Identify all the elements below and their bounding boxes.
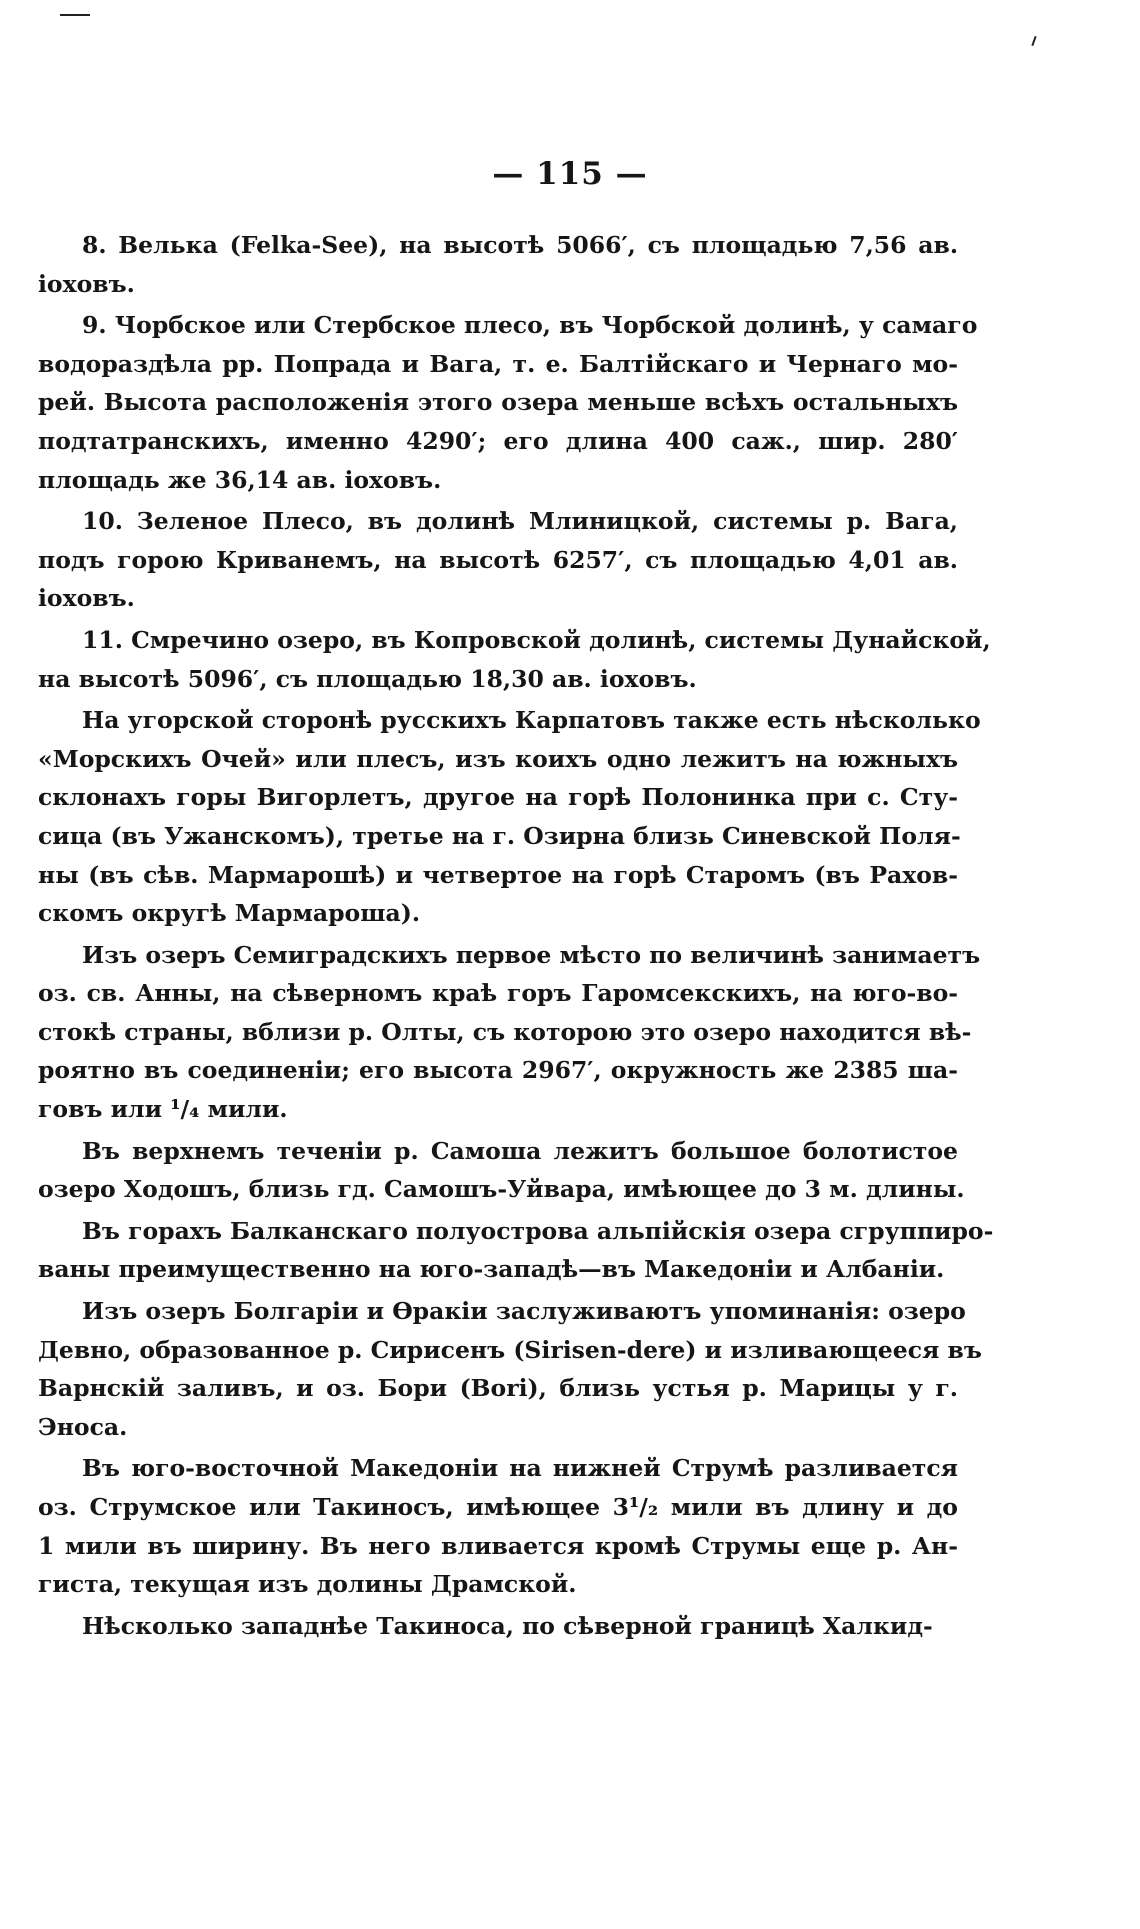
text-line: озеро Ходошъ, близь гд. Самошъ-Уйвара, имѣющее до 3 м. длины. [38, 1175, 965, 1204]
text-line: ны (въ сѣв. Мармарошѣ) и четвертое на горѣ Старомъ (въ Рахов- [38, 860, 958, 889]
text-line: Варнскій заливъ, и оз. Бори (Bori), близь устья р. Марицы у г. [38, 1374, 958, 1403]
paragraph [38, 701, 981, 933]
text-line: на высотѣ 5096′, съ площадью 18,30 ав. іоховъ. [38, 664, 697, 693]
text-line: роятно въ соединеніи; его высота 2967′, окружность же 2385 ша- [38, 1056, 958, 1085]
paragraph [38, 1132, 965, 1209]
paragraph [38, 1607, 958, 1646]
text-line: Эноса. [38, 1412, 128, 1441]
text-line: Изъ озеръ Болгаріи и Ѳракіи заслуживаютъ упоминанія: озеро [82, 1297, 966, 1326]
paragraph [38, 226, 958, 303]
text-body [38, 226, 994, 1648]
text-line: стокѣ страны, вблизи р. Олты, съ которою это озеро находится вѣ- [38, 1017, 972, 1046]
scan-mark [60, 14, 90, 16]
text-line: ваны преимущественно на юго-западѣ—въ Македоніи и Албаніи. [38, 1255, 945, 1284]
text-line: Въ горахъ Балканскаго полуострова альпійскія озера сгруппиро- [82, 1216, 994, 1245]
text-line: Въ верхнемъ теченіи р. Самоша лежитъ большое болотистое [82, 1136, 958, 1165]
text-line: подтатранскихъ, именно 4290′; его длина 400 саж., шир. 280′ [38, 426, 958, 455]
text-line: Въ юго-восточной Македоніи на нижней Струмѣ разливается [82, 1454, 958, 1483]
paragraph [38, 1292, 982, 1446]
text-line: площадь же 36,14 ав. іоховъ. [38, 465, 442, 494]
text-line: говъ или ¹/₄ мили. [38, 1095, 288, 1124]
text-line: Изъ озеръ Семиградскихъ первое мѣсто по величинѣ занимаетъ [82, 940, 981, 969]
paragraph [38, 1212, 994, 1289]
text-line: склонахъ горы Вигорлетъ, другое на горѣ Полонинка при с. Сту- [38, 783, 958, 812]
text-line: іоховъ. [38, 584, 135, 613]
text-line: скомъ округѣ Мармароша). [38, 899, 421, 928]
paragraph [38, 306, 978, 499]
text-line: іоховъ. [38, 269, 135, 298]
text-line: 9. Чорбское или Стербское плесо, въ Чорбской долинѣ, у самаго [82, 311, 978, 340]
text-line: «Морскихъ Очей» или плесъ, изъ коихъ одно лежитъ на южныхъ [38, 744, 958, 773]
scan-mark [1031, 36, 1036, 46]
text-line: водораздѣла рр. Попрада и Вага, т. е. Балтійскаго и Чернаго мо- [38, 349, 958, 378]
paragraph [38, 621, 991, 698]
paragraph [38, 1449, 958, 1603]
text-line: рей. Высота расположенія этого озера меньше всѣхъ остальныхъ [38, 388, 958, 417]
text-line: 11. Смречино озеро, въ Копровской долинѣ, системы Дунайской, [82, 625, 991, 654]
text-line: подъ горою Криванемъ, на высотѣ 6257′, съ площадью 4,01 ав. [38, 545, 958, 574]
text-line: оз. Струмское или Такиносъ, имѣющее 3¹/₂ мили въ длину и до [38, 1493, 958, 1521]
text-line: 10. Зеленое Плесо, въ долинѣ Млиницкой, системы р. Вага, [82, 507, 958, 536]
text-line: Нѣсколько западнѣе Такиноса, по сѣверной границѣ Халкид- [82, 1611, 933, 1640]
text-line: гиста, текущая изъ долины Драмской. [38, 1570, 577, 1599]
text-line: сица (въ Ужанскомъ), третье на г. Озирна близь Синевской Поля- [38, 821, 961, 850]
text-line: оз. св. Анны, на сѣверномъ краѣ горъ Гаромсекскихъ, на юго-во- [38, 979, 958, 1008]
paragraph [38, 936, 981, 1129]
page-number: — 115 — [492, 156, 648, 192]
text-line: Девно, образованное р. Сирисенъ (Sirisen-dere) и изливающееся въ [38, 1335, 982, 1364]
text-line: На угорской сторонѣ русскихъ Карпатовъ также есть нѣсколько [82, 706, 981, 735]
text-line: 1 мили въ ширину. Въ него вливается кромѣ Струмы еще р. Ан- [38, 1531, 958, 1560]
text-line: 8. Велька (Felka-See), на высотѣ 5066′, съ площадью 7,56 ав. [82, 231, 958, 259]
paragraph [38, 502, 958, 618]
